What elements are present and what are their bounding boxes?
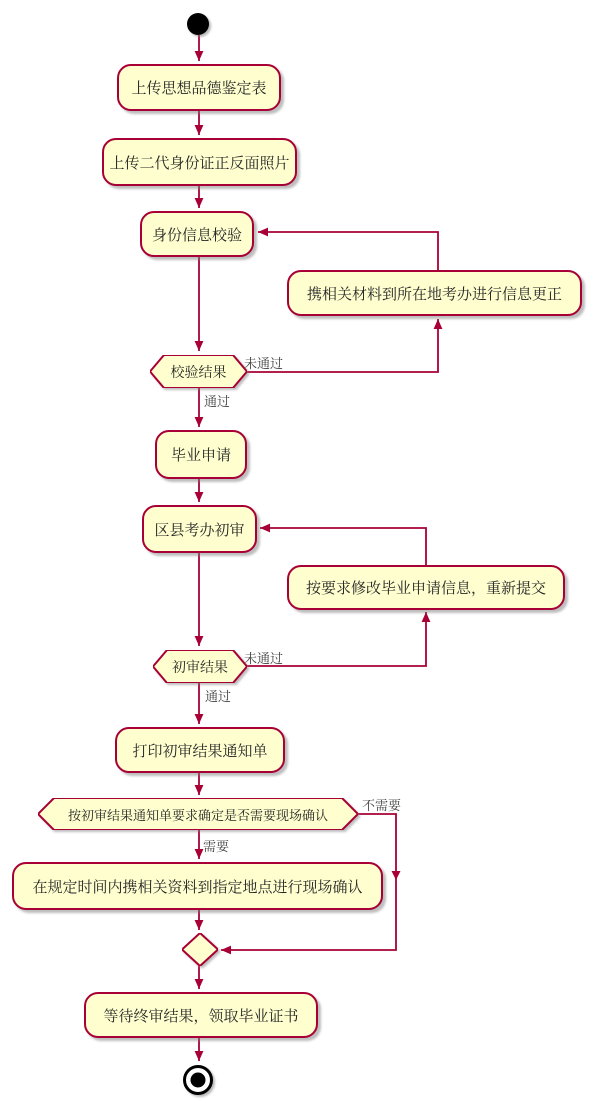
edge-label-onsite-needed: 需要 <box>203 839 230 854</box>
end-node <box>183 1065 213 1095</box>
edge-correct-info-to-identity-check <box>258 232 438 270</box>
end-node-dot <box>191 1073 206 1088</box>
decision-label: 按初审结果通知单要求确定是否需要现场确认 <box>67 807 328 823</box>
arrowhead-down-bypass <box>392 871 401 880</box>
activity-modify-resubmit <box>287 565 565 610</box>
edge-modify-resubmit-to-county-review <box>260 528 426 565</box>
activity-label: 打印初审结果通知单 <box>132 743 268 760</box>
edge-label-review-fail: 未通过 <box>244 651 284 666</box>
activity-identity-check <box>140 211 254 257</box>
activity-label: 按要求修改毕业申请信息，重新提交 <box>305 581 546 597</box>
activity-label: 身份信息校验 <box>151 227 242 244</box>
edge-label-review-pass: 通过 <box>205 689 232 704</box>
activity-upload-id-photos <box>102 138 297 186</box>
decision-review-result <box>153 650 247 683</box>
decision-label: 初审结果 <box>172 660 228 676</box>
edge-label-check-fail: 未通过 <box>244 356 284 371</box>
activity-onsite-confirm <box>12 862 383 910</box>
activity-label: 区县考办初审 <box>154 522 245 539</box>
edge-label-check-pass: 通过 <box>204 394 231 409</box>
decision-label: 校验结果 <box>170 365 227 381</box>
activity-wait-result <box>84 992 318 1038</box>
activity-print-notice <box>115 727 285 773</box>
activity-label: 毕业申请 <box>170 448 231 464</box>
diamond-shape <box>182 933 218 966</box>
decision-need-onsite <box>38 798 358 830</box>
start-node <box>187 13 209 35</box>
activity-county-review <box>142 505 257 553</box>
activity-label: 上传二代身份证正反面照片 <box>109 155 290 172</box>
activity-label: 携相关材料到所在地考办进行信息更正 <box>306 286 562 303</box>
activity-label: 等待终审结果，领取毕业证书 <box>103 1008 299 1025</box>
activity-upload-moral-form <box>117 64 281 111</box>
edge-label-onsite-not-needed: 不需要 <box>362 798 402 813</box>
activity-graduation-apply <box>155 430 247 479</box>
activity-label: 在规定时间内携相关资料到指定地点进行现场确认 <box>32 879 363 896</box>
merge-diamond <box>182 933 218 966</box>
decision-check-result <box>150 355 247 388</box>
activity-correct-info <box>287 270 582 316</box>
activity-label: 上传思想品德鉴定表 <box>131 81 267 97</box>
